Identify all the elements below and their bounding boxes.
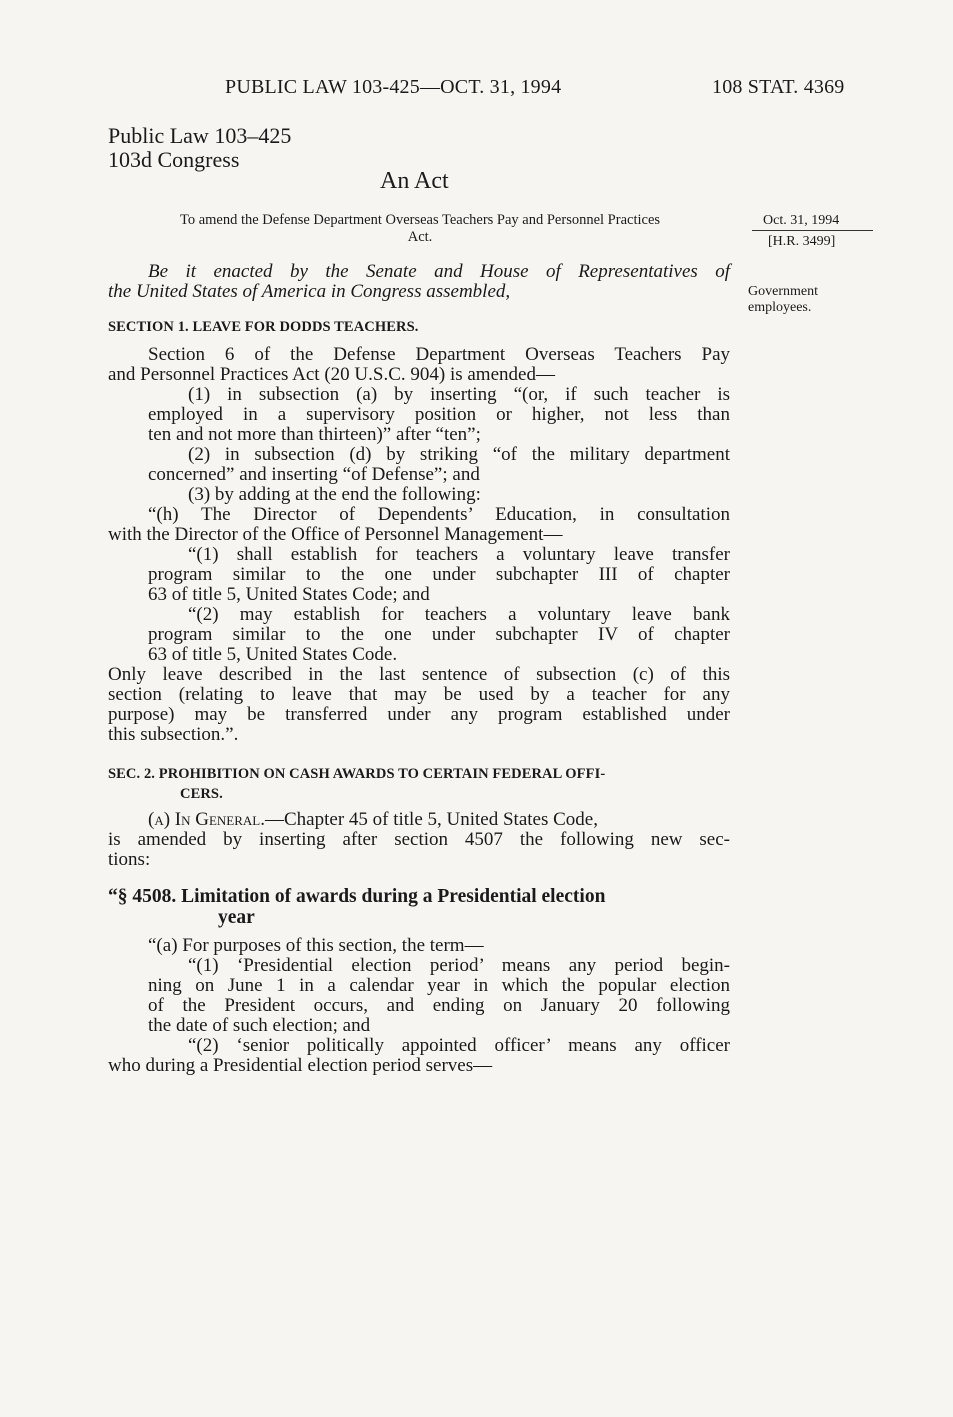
s1-line: “(1) shall establish for teachers a voluntary leave transfer [188,544,730,565]
s1-line: Section 6 of the Defense Department Overseas Teachers Pay [148,344,730,365]
s2-subsection-a-label: (a) In General. [148,809,265,830]
s1-line: ten and not more than thirteen)” after “ten”; [148,424,481,445]
enacting-line-2: the United States of America in Congress assembled, [108,281,511,302]
s1-line: this subsection.”. [108,724,239,745]
purpose-line-2: Act. [407,229,433,245]
s4508-line: ning on June 1 in a calendar year in which the popular election [148,975,730,996]
s4508-line: “(a) For purposes of this section, the term— [148,935,484,956]
s2-line: is amended by inserting after section 4507 the following new sec- [108,829,730,850]
s1-line: 63 of title 5, United States Code. [148,644,398,665]
s4508-line: “(2) ‘senior politically appointed officer’ means any officer [188,1035,730,1056]
s4508-line: who during a Presidential election period serves— [108,1055,493,1076]
s1-line: employed in a supervisory position or higher, not less than [148,404,730,425]
s4508-line: of the President occurs, and ending on January 20 following [148,995,730,1016]
public-law-number: Public Law 103–425 [108,123,292,148]
s1-line: concerned” and inserting “of Defense”; and [148,464,480,485]
s4508-line: “(1) ‘Presidential election period’ means any period begin- [188,955,730,976]
s4508-line: the date of such election; and [148,1015,371,1036]
section-4508-heading-line-2: year [218,907,255,928]
s1-line: program similar to the one under subchapter IV of chapter [148,624,730,645]
s1-line: (3) by adding at the end the following: [188,484,481,505]
s1-line: purpose) may be transferred under any program established under [108,704,730,725]
enacting-clause [108,262,730,302]
s2-subsection-a-text: —Chapter 45 of title 5, United States Code, [265,809,598,830]
margin-note-government: Government [748,284,818,299]
section-2-heading-line-2: CERS. [180,786,223,802]
purpose-line-1: To amend the Defense Department Overseas Teachers Pay and Personnel Practices [179,212,661,228]
statute-page: 108 STAT. 4369 [712,76,845,98]
s2-line: tions: [108,849,151,870]
section-2-heading [108,764,730,804]
s1-line: with the Director of the Office of Personnel Management— [108,524,563,545]
s1-line: and Personnel Practices Act (20 U.S.C. 904) is amended— [108,364,555,385]
s1-line: 63 of title 5, United States Code; and [148,584,430,605]
s1-line: section (relating to leave that may be used by a teacher for any [108,684,730,705]
act-title: An Act [380,168,449,194]
congress: 103d Congress [108,147,240,172]
s2-subsection-a-line-1 [108,810,730,830]
s1-line: (2) in subsection (d) by striking “of the military department [188,444,730,465]
section-4508-body [108,936,730,1076]
margin-note-employees: employees. [748,300,812,315]
act-purpose [108,212,732,246]
section-2-body [108,810,730,870]
running-head: PUBLIC LAW 103-425—OCT. 31, 1994 [225,76,562,98]
s1-line: (1) in subsection (a) by inserting “(or, if such teacher is [188,384,730,405]
margin-date: Oct. 31, 1994 [763,213,840,228]
section-4508-heading [108,886,730,928]
s1-line: “(2) may establish for teachers a voluntary leave bank [188,604,730,625]
section-2-heading-line-1: SEC. 2. PROHIBITION ON CASH AWARDS TO CERTAIN FEDERAL OFFI- [108,766,606,782]
enacting-line-1: Be it enacted by the Senate and House of Representatives of [148,261,730,282]
s1-line: Only leave described in the last sentence of subsection (c) of this [108,664,730,685]
margin-bill-number: [H.R. 3499] [768,234,836,249]
s1-line: program similar to the one under subchapter III of chapter [148,564,730,585]
margin-rule [752,230,873,231]
section-1-body [108,345,730,745]
section-1-heading: SECTION 1. LEAVE FOR DODDS TEACHERS. [108,319,419,335]
s1-line: “(h) The Director of Dependents’ Education, in consultation [148,504,730,525]
section-4508-heading-line-1: “§ 4508. Limitation of awards during a Presidential election [108,886,606,907]
